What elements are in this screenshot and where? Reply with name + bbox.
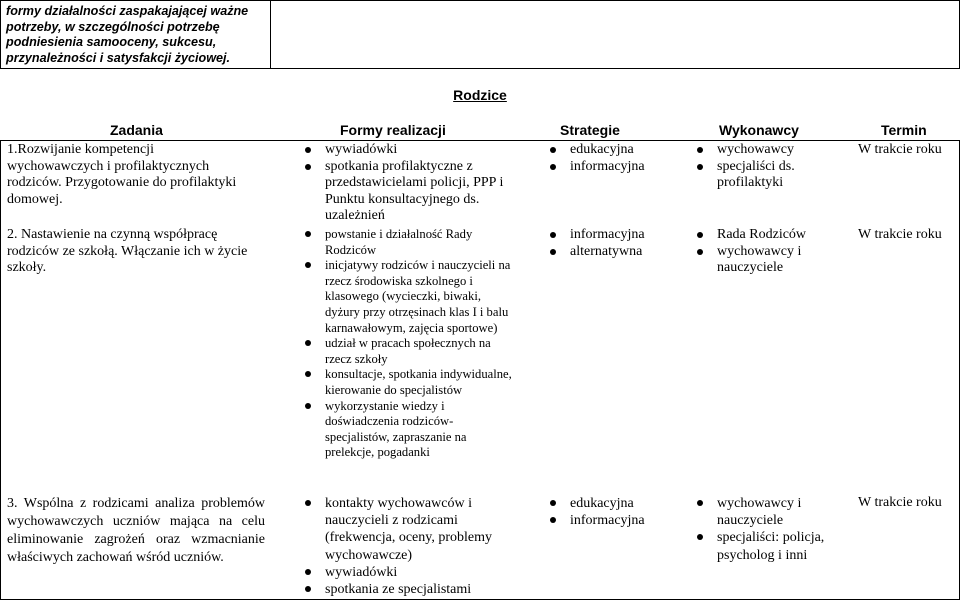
row3-forma-2: wywiadówki bbox=[301, 564, 501, 581]
row1-zadanie: 1.Rozwijanie kompetencji wychowawczych i profilaktycznych rodziców. Przygotowanie do profilaktyki domowej. bbox=[7, 142, 237, 207]
row1-strategia-1: edukacyjna bbox=[546, 142, 686, 159]
row3-forma-1: kontakty wychowawców i nauczycieli z rodzicami (frekwencja, oceny, problemy wychowawcze) bbox=[301, 495, 501, 564]
row2-strategia-2: alternatywna bbox=[546, 244, 686, 261]
row1-wykonawcy bbox=[693, 142, 828, 192]
row1-formy bbox=[301, 142, 513, 225]
row3-strategia-1: edukacyjna bbox=[546, 495, 686, 512]
row2-formy bbox=[301, 227, 513, 461]
section-title bbox=[0, 87, 960, 103]
row2-termin: W trakcie roku bbox=[858, 227, 942, 242]
row1-forma-1: wywiadówki bbox=[301, 142, 513, 159]
row3-termin: W trakcie roku bbox=[858, 495, 942, 510]
row1-strategia-2: informacyjna bbox=[546, 159, 686, 176]
header-strategie: Strategie bbox=[560, 122, 620, 138]
row3-formy bbox=[301, 495, 501, 598]
row1-wykonawca-1: wychowawcy bbox=[693, 142, 828, 159]
row1-wykonawca-2: specjaliści ds. profilaktyki bbox=[693, 159, 828, 192]
row2-wykonawca-2: wychowawcy i nauczyciele bbox=[693, 244, 828, 277]
header-termin: Termin bbox=[881, 122, 927, 138]
row2-strategie bbox=[546, 227, 686, 260]
row1-termin: W trakcie roku bbox=[858, 142, 942, 157]
row3-strategie bbox=[546, 495, 686, 529]
header-bottom-border bbox=[0, 140, 960, 141]
previous-table-text: formy działalności zaspakajającej ważne potrzeby, w szczególności potrzebę podniesienia samooceny, sukcesu, przynależności i satysfakcji życiowej. bbox=[6, 4, 249, 65]
row2-forma-1: powstanie i działalność Rady Rodziców bbox=[301, 227, 513, 258]
row2-wykonawca-1: Rada Rodziców bbox=[693, 227, 828, 244]
row2-forma-2: inicjatywy rodziców i nauczycieli na rzecz środowiska szkolnego i klasowego (wycieczki, biwaki, dyżury przy otrzęsinach klas I i balu karnawałowym, zajęcia sportowe) bbox=[301, 258, 513, 336]
table-left-border bbox=[0, 140, 1, 600]
row2-wykonawcy bbox=[693, 227, 828, 277]
row2-strategia-1: informacyjna bbox=[546, 227, 686, 244]
row3-wykonawca-2: specjaliści: policja, psycholog i inni bbox=[693, 529, 843, 563]
header-zadania: Zadania bbox=[110, 122, 163, 138]
header-formy-realizacji: Formy realizacji bbox=[340, 122, 446, 138]
row2-forma-3: udział w pracach społecznych na rzecz szkoły bbox=[301, 336, 513, 367]
row3-wykonawcy bbox=[693, 495, 843, 564]
row3-strategia-2: informacyjna bbox=[546, 512, 686, 529]
row2-forma-4: konsultacje, spotkania indywidualne, kierowanie do specjalistów bbox=[301, 367, 513, 398]
row3-forma-3: spotkania ze specjalistami bbox=[301, 581, 501, 598]
row1-forma-2: spotkania profilaktyczne z przedstawicielami policji, PPP i Punktu konsultacyjnego ds. uzależnień bbox=[301, 159, 513, 225]
row2-forma-5: wykorzystanie wiedzy i doświadczenia rodziców-specjalistów, zapraszanie na prelekcje, pogadanki bbox=[301, 399, 513, 461]
header-wykonawcy: Wykonawcy bbox=[719, 122, 799, 138]
row3-zadanie: 3. Wspólna z rodzicami analiza problemów wychowawczych uczniów mająca na celu eliminowanie zagrożeń oraz wzmacnianie właściwych zachowań wśród uczniów. bbox=[7, 496, 265, 565]
row2-zadanie: 2. Nastawienie na czynną współpracę rodziców ze szkołą. Włączanie ich w życie szkoły. bbox=[7, 227, 248, 276]
row3-wykonawca-1: wychowawcy i nauczyciele bbox=[693, 495, 843, 529]
row1-strategie bbox=[546, 142, 686, 175]
previous-table-cell-right bbox=[271, 0, 960, 69]
section-title-text: Rodzice bbox=[453, 87, 507, 103]
